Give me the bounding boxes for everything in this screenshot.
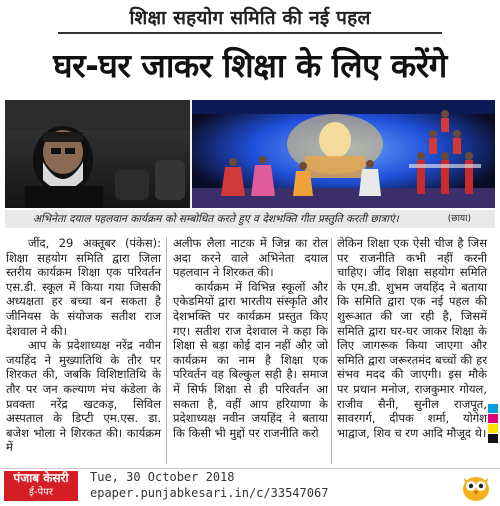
paragraph: अलीफ लैला नाटक में जिन्न का रोल अदा करने वाले अभिनेता दयाल पहलवान ने शिरकत की। (173, 236, 328, 280)
brand-name: पंजाब केसरी (13, 471, 69, 485)
paragraph (6, 236, 161, 338)
edition-date: Tue, 30 October 2018 (90, 470, 235, 484)
caption-credit: (छाया) (447, 214, 471, 224)
article-column-2 (173, 236, 328, 440)
paragraph: आप के प्रदेशाध्यक्ष नरेंद्र नवीन जयहिंद ने मुख्यातिथि के तौर पर शिरकत की, जबकि विशिष्टातिथि के तौर पर जन कल्याण मंच कंडेला के प्रवक्ता नरेंद्र खटकड़, सिविल अस्पताल के डिप्टी एम.एस. डा. बजेश भोला ने शिरकत की। कार्यक्रम में (6, 338, 161, 455)
cmyk-mark (487, 404, 499, 448)
footer-divider (0, 468, 500, 469)
column-rule (166, 238, 167, 464)
owl-mascot-icon (460, 472, 492, 502)
cmyk-swatches (488, 404, 498, 444)
article-photo (5, 100, 495, 208)
publication-logo[interactable] (4, 471, 78, 501)
paragraph: कार्यक्रम में विभिन्न स्कूलों और एकेडमियों द्वारा भारतीय संस्कृति और देशभक्ति पर कार्यक्रम प्रस्तुत किए गए। सतीश राज देशवाल ने कहा कि शिक्षा से बड़ा कोई दान नहीं और जो कार्यक्रम का नाम है शिक्षा एक परिवर्तन वह बिल्कुल सही है। समाज में सिर्फ शिक्षा से ही परिवर्तन आ सकता है, वहीं आप हरियाणा के प्रदेशाध्यक्ष नवीन जयहिंद ने बताया कि किसी भी मुद्दों पर राजनीति करो (173, 279, 328, 440)
article-column-1 (6, 236, 161, 455)
brand-sub: ई-पेपर (29, 487, 53, 498)
paragraph: लेकिन शिक्षा एक ऐसी चीज है जिस पर राजनीति कभी नहीं करनी चाहिए। जींद शिक्षा सहयोग समिति के एम.डी. शुभम जयहिंद ने बताया कि समिति द्वारा एक नई पहल की शुरूआत की जा रही है, जिसमें समिति द्वारा घर-घर जाकर शिक्षा के लिए जागरूक किया जाएगा और समिति द्वारा जरूरतमंद बच्चों की हर संभव मदद की जाएगी। इस मौके पर प्रधान मनोज, राजकुमार गोयल, राजीव सैनी, सुनील राजपूत, सावरगर्ग, दीपक शर्मा, योगेश भाद्वाज, शिव च रण आदि मौजूद थे। (337, 236, 487, 440)
paragraph-text: शिक्षा सहयोग समिति द्वारा जिला स्तरीय कार्यक्रम शिक्षा एक परिवर्तन एस.डी. स्कूल में किया गया जिसकी अध्यक्षता हर बच्चा बन सकता है जीनियस के संयोजक सतीश राज देशवाल ने की। (6, 250, 161, 338)
photo-illustration (5, 100, 495, 208)
article-kicker: शिक्षा सहयोग समिति की नई पहल (129, 7, 371, 29)
column-rule (331, 238, 332, 464)
edition-url[interactable]: epaper.punjabkesari.in/c/33547067 (90, 486, 329, 500)
photo-caption (5, 210, 495, 228)
article-headline: घर-घर जाकर शिक्षा के लिए करेंगे (53, 46, 447, 85)
photo-divider (190, 100, 192, 208)
caption-text: अभिनेता दयाल पहलवान कार्यक्रम को सम्बोधित करते हुए व देशभक्ति गीत प्रस्तुति करती छात्राएं। (33, 213, 399, 225)
dateline: जींद, 29 अक्तूबर (पंकेस): (28, 236, 161, 250)
article-column-3 (337, 236, 487, 440)
kicker-underline (58, 32, 442, 34)
